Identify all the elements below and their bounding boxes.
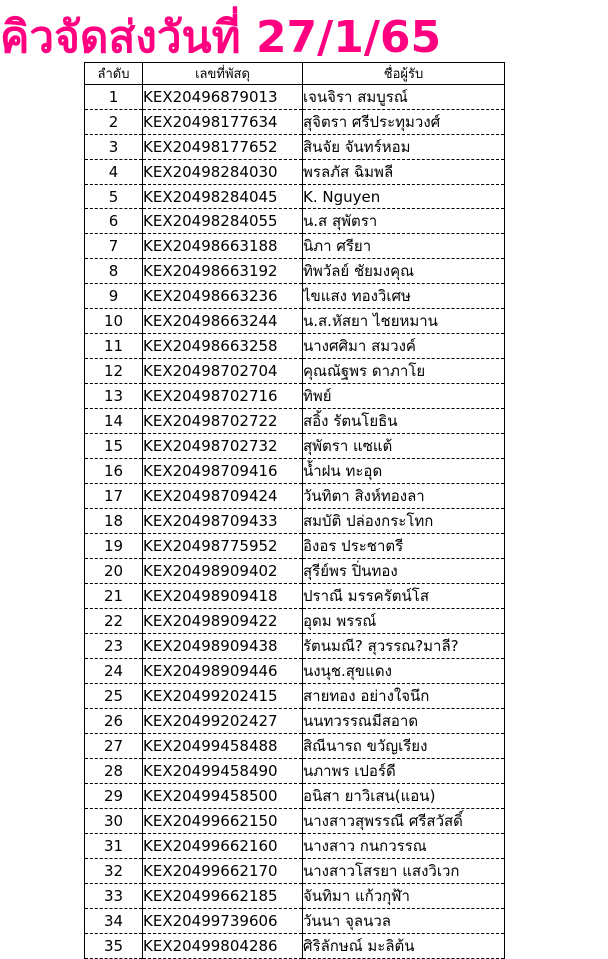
tracking-number: KEX20499202415 (143, 684, 303, 709)
row-number: 23 (85, 634, 143, 659)
header-order: ลำดับ (85, 63, 143, 85)
table-row (85, 259, 505, 284)
header-recipient-name: ชื่อผู้รับ (303, 63, 505, 85)
table-row (85, 309, 505, 334)
row-number: 22 (85, 609, 143, 634)
row-number: 31 (85, 834, 143, 859)
tracking-number: KEX20499662150 (143, 809, 303, 834)
tracking-number: KEX20498663258 (143, 334, 303, 359)
recipient-name: น.ส.หัสยา ไชยหมาน (303, 309, 505, 334)
recipient-name: วันทิตา สิงห์ทองลา (303, 484, 505, 509)
tracking-number: KEX20498909446 (143, 659, 303, 684)
tracking-number: KEX20498284030 (143, 160, 303, 185)
tracking-number: KEX20498709433 (143, 509, 303, 534)
tracking-number: KEX20498663188 (143, 234, 303, 259)
row-number: 28 (85, 759, 143, 784)
row-number: 3 (85, 135, 143, 160)
recipient-name: สายทอง อย่างใจนึก (303, 684, 505, 709)
delivery-queue-table (84, 62, 505, 959)
tracking-number: KEX20496879013 (143, 85, 303, 110)
table-row (85, 634, 505, 659)
table-row (85, 534, 505, 559)
row-number: 10 (85, 309, 143, 334)
page-title: คิวจัดส่งวันที่ 27/1/65 (0, 12, 442, 63)
recipient-name: นงนุช.สุขแดง (303, 659, 505, 684)
row-number: 33 (85, 884, 143, 909)
recipient-name: นิภา ศรียา (303, 234, 505, 259)
row-number: 2 (85, 110, 143, 135)
tracking-number: KEX20498663244 (143, 309, 303, 334)
recipient-name: นภาพร เปอร์ดี (303, 759, 505, 784)
table-row (85, 784, 505, 809)
tracking-number: KEX20499739606 (143, 909, 303, 934)
table-row (85, 509, 505, 534)
row-number: 6 (85, 209, 143, 234)
recipient-name: ทิพย์ (303, 384, 505, 409)
tracking-number: KEX20498909402 (143, 559, 303, 584)
table-row (85, 459, 505, 484)
tracking-number: KEX20498909422 (143, 609, 303, 634)
table-row (85, 609, 505, 634)
recipient-name: นางศศิมา สมวงค์ (303, 334, 505, 359)
recipient-name: สินจัย จันทร์หอม (303, 135, 505, 160)
recipient-name: นางสาวโสรยา แสงวิเวก (303, 859, 505, 884)
tracking-number: KEX20498284055 (143, 209, 303, 234)
tracking-number: KEX20498709416 (143, 459, 303, 484)
tracking-number: KEX20498775952 (143, 534, 303, 559)
recipient-name: ทิพวัลย์ ชัยมงคุณ (303, 259, 505, 284)
recipient-name: นางสาวสุพรรณี ศรีสวัสดิ์ (303, 809, 505, 834)
row-number: 8 (85, 259, 143, 284)
tracking-number: KEX20498702732 (143, 434, 303, 459)
recipient-name: คุณณัฐพร ดาภาโย (303, 359, 505, 384)
tracking-number: KEX20499458500 (143, 784, 303, 809)
tracking-number: KEX20499804286 (143, 934, 303, 959)
row-number: 13 (85, 384, 143, 409)
recipient-name: เจนจิรา สมบูรณ์ (303, 85, 505, 110)
table-row (85, 434, 505, 459)
row-number: 4 (85, 160, 143, 185)
tracking-number: KEX20498663236 (143, 284, 303, 309)
table-row (85, 160, 505, 185)
row-number: 14 (85, 409, 143, 434)
tracking-number: KEX20498909438 (143, 634, 303, 659)
row-number: 16 (85, 459, 143, 484)
row-number: 15 (85, 434, 143, 459)
recipient-name: นนทวรรณมีสอาด (303, 709, 505, 734)
table-row (85, 734, 505, 759)
recipient-name: อุดม พรรณ์ (303, 609, 505, 634)
row-number: 11 (85, 334, 143, 359)
table-row (85, 409, 505, 434)
table-row (85, 834, 505, 859)
table-row (85, 384, 505, 409)
recipient-name: สิณีนารถ ขวัญเรียง (303, 734, 505, 759)
header-tracking-number: เลขที่พัสดุ (143, 63, 303, 85)
tracking-number: KEX20499458490 (143, 759, 303, 784)
table-row (85, 859, 505, 884)
table-row (85, 659, 505, 684)
recipient-name: สอิ้ง รัตนโยธิน (303, 409, 505, 434)
tracking-number: KEX20499662185 (143, 884, 303, 909)
row-number: 29 (85, 784, 143, 809)
recipient-name: วันนา จุลนวล (303, 909, 505, 934)
recipient-name: พรลภัส ฉิมพลี (303, 160, 505, 185)
recipient-name: ศิริลักษณ์ มะลิต้น (303, 934, 505, 959)
table-row (85, 709, 505, 734)
table-row (85, 284, 505, 309)
row-number: 34 (85, 909, 143, 934)
recipient-name: ไขแสง ทองวิเศษ (303, 284, 505, 309)
recipient-name: สมบัติ ปล่องกระโทก (303, 509, 505, 534)
table-row (85, 884, 505, 909)
tracking-number: KEX20499202427 (143, 709, 303, 734)
row-number: 19 (85, 534, 143, 559)
table-row (85, 185, 505, 209)
table-row (85, 135, 505, 160)
row-number: 7 (85, 234, 143, 259)
row-number: 9 (85, 284, 143, 309)
tracking-number: KEX20498702704 (143, 359, 303, 384)
table-row (85, 809, 505, 834)
recipient-name: น.ส สุพัตรา (303, 209, 505, 234)
recipient-name: อิงอร ประชาตรี (303, 534, 505, 559)
table-row (85, 234, 505, 259)
table-row (85, 209, 505, 234)
row-number: 21 (85, 584, 143, 609)
row-number: 32 (85, 859, 143, 884)
recipient-name: รัตนมณี? สุวรรณ?มาลี? (303, 634, 505, 659)
table-row (85, 110, 505, 135)
table-row (85, 584, 505, 609)
row-number: 26 (85, 709, 143, 734)
row-number: 25 (85, 684, 143, 709)
recipient-name: น้ำฝน ทะอุด (303, 459, 505, 484)
recipient-name: นางสาว กนกวรรณ (303, 834, 505, 859)
row-number: 35 (85, 934, 143, 959)
table-row (85, 684, 505, 709)
tracking-number: KEX20498177652 (143, 135, 303, 160)
recipient-name: อนิสา ยาวิเสน(แอน) (303, 784, 505, 809)
recipient-name: K. Nguyen (303, 185, 505, 209)
recipient-name: สุรีย์พร ปิ่นทอง (303, 559, 505, 584)
tracking-number: KEX20498909418 (143, 584, 303, 609)
row-number: 30 (85, 809, 143, 834)
row-number: 20 (85, 559, 143, 584)
tracking-number: KEX20498702722 (143, 409, 303, 434)
row-number: 18 (85, 509, 143, 534)
table-row (85, 359, 505, 384)
table-row (85, 934, 505, 959)
row-number: 24 (85, 659, 143, 684)
table-row (85, 759, 505, 784)
tracking-number: KEX20498177634 (143, 110, 303, 135)
row-number: 5 (85, 185, 143, 209)
table-row (85, 559, 505, 584)
row-number: 12 (85, 359, 143, 384)
recipient-name: สุพัตรา แซแต้ (303, 434, 505, 459)
row-number: 1 (85, 85, 143, 110)
tracking-number: KEX20498702716 (143, 384, 303, 409)
tracking-number: KEX20498284045 (143, 185, 303, 209)
tracking-number: KEX20499458488 (143, 734, 303, 759)
table-row (85, 85, 505, 110)
tracking-number: KEX20499662160 (143, 834, 303, 859)
tracking-number: KEX20498663192 (143, 259, 303, 284)
table-row (85, 484, 505, 509)
table-row (85, 334, 505, 359)
row-number: 27 (85, 734, 143, 759)
recipient-name: ปราณี มรรครัตน์โส (303, 584, 505, 609)
table-header-row (85, 63, 505, 85)
recipient-name: จันทิมา แก้วกุฬ้า (303, 884, 505, 909)
table-row (85, 909, 505, 934)
row-number: 17 (85, 484, 143, 509)
tracking-number: KEX20498709424 (143, 484, 303, 509)
recipient-name: สุจิตรา ศรีประทุมวงศ์ (303, 110, 505, 135)
tracking-number: KEX20499662170 (143, 859, 303, 884)
